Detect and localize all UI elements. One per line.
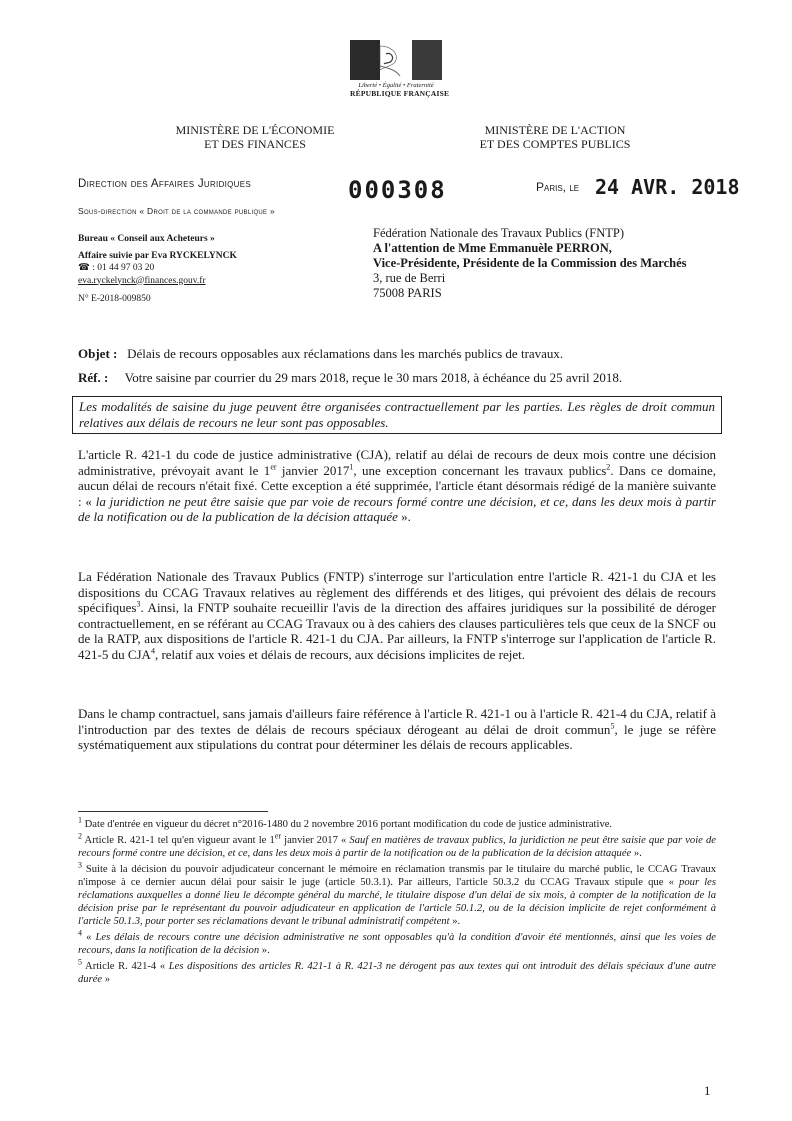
footnote-separator: [78, 811, 268, 812]
footnote-3-text-a: Suite à la décision du pouvoir adjudicateur concernant le mémoire en réclamation transmis par le titulaire du marché public, le CCAG Travaux n'impose à ce dernier aucun délai pour saisir le juge (article 50.3.1). Par ailleurs, l'article 50.3.2 du CCAG Travaux stipule que «: [78, 864, 716, 888]
p1-text-a: L'article R. 421-1 du code de justice administrative (CJA), relatif au délai de recours de deux mois contre une décision administrative, prévoyait avant le 1: [78, 447, 716, 478]
ministry-action: [455, 123, 655, 151]
paragraph-2: [78, 569, 716, 663]
date-stamp: 24 AVR. 2018: [595, 175, 740, 199]
paragraph-3: [78, 706, 716, 753]
ministry-left-line2: ET DES FINANCES: [204, 137, 306, 151]
footnote-ref-5[interactable]: 5: [610, 721, 615, 731]
recipient-role: Vice-Présidente, Présidente de la Commission des Marchés: [373, 256, 687, 270]
subject-line: [78, 346, 738, 362]
reference-line: [78, 370, 758, 386]
footnote-4-text-a: «: [82, 932, 96, 943]
footnote-2-sup-er: er: [274, 831, 281, 841]
footnote-2-quote: Sauf en matières de travaux publics, la juridiction ne peut être saisie que par voie de recours formé contre une décision, et ce, dans les deux mois à partir de la notification ou de la publication de la décision attaquée: [78, 835, 716, 859]
footnote-2: [78, 831, 716, 860]
footnote-ref-4[interactable]: 4: [150, 646, 155, 656]
p1-quote: la juridiction ne peut être saisie que par voie de recours formé contre une décision, et ce, dans les deux mois à partir de la notification ou de la publication de la décision attaquée: [78, 493, 716, 525]
footnote-5: [78, 957, 716, 986]
footnote-ref-1[interactable]: 1: [349, 462, 354, 472]
footnote-5-text-b: »: [102, 974, 111, 985]
sender-block: [78, 233, 338, 306]
footnote-2-text-b: janvier 2017 «: [281, 835, 350, 846]
p2-text-c: , relatif aux voies et délais de recours, aux décisions implicites de rejet.: [154, 646, 525, 662]
footnote-4-text-b: ».: [259, 945, 270, 956]
p2-text-a: La Fédération Nationale des Travaux Publics (FNTP) s'interroge sur l'articulation entre l'article R. 421-1 du CJA et les dispositions du CCAG Travaux relatives au règlement des différends et des litiges, qui prévoient des délais de recours spécifiques: [78, 569, 716, 616]
paragraph-1: [78, 447, 716, 525]
p1-text-e: ».: [397, 509, 411, 525]
marianne-flag-icon: [350, 40, 442, 80]
ministry-left-line1: MINISTÈRE DE L'ÉCONOMIE: [175, 123, 335, 137]
sender-phone: ☎ : 01 44 97 03 20: [78, 263, 155, 273]
recipient-block: [373, 226, 713, 301]
footnote-4: [78, 928, 717, 957]
ref-text: Votre saisine par courrier du 29 mars 2018, reçue le 30 mars 2018, à échéance du 25 avril 2018.: [124, 370, 623, 385]
footnote-5-number: 5: [78, 957, 82, 967]
subdirection-label: Sous-direction « Droit de la commande publique »: [78, 206, 276, 216]
p2-text-b: . Ainsi, la FNTP souhaite recueillir l'avis de la direction des affaires juridiques sur la possibilité de déroger contractuellement, en se référant au CCAG Travaux ou à des cahiers des clauses particulières tels que ceux de la SNCF ou de la RATP, aux dispositions de l'article R. 421-1 du CJA. Par ailleurs, la FNTP s'interroge sur l'application de l'article R. 421-5 du CJA: [78, 600, 716, 662]
footnote-ref-3[interactable]: 3: [136, 599, 141, 609]
p1-text-b: janvier 2017: [276, 462, 350, 478]
republic-name: RÉPUBLIQUE FRANÇAISE: [350, 89, 450, 98]
footnote-4-number: 4: [78, 928, 82, 938]
date-prefix: Paris, le: [536, 180, 580, 194]
ministry-right-line1: MINISTÈRE DE L'ACTION: [484, 123, 626, 137]
republic-motto: Liberté • Égalité • Fraternité: [358, 82, 434, 89]
footnote-2-number: 2: [78, 831, 82, 841]
recipient-attention: A l'attention de Mme Emmanuèle PERRON,: [373, 241, 612, 255]
p3-text-b: , le juge se réfère systématiquement aux stipulations du contrat pour déterminer les délais de recours applicables.: [78, 721, 716, 753]
objet-text: Délais de recours opposables aux réclamations dans les marchés publics de travaux.: [127, 346, 564, 361]
p3-text-a: Dans le champ contractuel, sans jamais d'ailleurs faire référence à l'article R. 421-1 ou à l'article R. 421-4 du CJA, relatif à l'introduction par des textes de délais de recours spéciaux dérogeant au délai de droit commun: [78, 706, 716, 737]
footnote-5-text-a: Article R. 421-4 «: [82, 961, 169, 972]
footnote-5-quote: Les dispositions des articles R. 421-1 à R. 421-3 ne dérogent pas aux textes qui ont introduit des délais spéciaux d'une autre durée: [78, 961, 716, 985]
footnote-3-number: 3: [78, 860, 82, 870]
footnote-ref-2[interactable]: 2: [606, 462, 611, 472]
p1-text-c: , une exception concernant les travaux publics: [353, 462, 607, 478]
sender-bureau: Bureau « Conseil aux Acheteurs »: [78, 234, 215, 244]
footnote-3-quote: pour les réclamations auxquelles a donné lieu le décompte général du marché, le titulaire dispose d'un délai de six mois, à compter de la notification de la décision prise par le représentant du pouvoir adjudicateur en application de l'article 50.1.2, ou de la décision implicite de rejet conformément à l'article 50.1.3, pour porter ses réclamations devant le tribunal administratif compétent: [78, 877, 716, 927]
footnote-1-text: Date d'entrée en vigueur du décret n°2016-1480 du 2 novembre 2016 portant modification du code de justice administrative.: [82, 819, 613, 830]
footnote-4-quote: Les délais de recours contre une décision administrative ne sont opposables qu'à la condition d'avoir été mentionnés, ainsi que les voies de recours, dans la notification de la décision: [78, 932, 717, 956]
recipient-city: 75008 PARIS: [373, 286, 442, 300]
footnote-1-number: 1: [78, 815, 82, 825]
recipient-street: 3, rue de Berri: [373, 271, 446, 285]
footnote-2-text-c: ».: [631, 848, 642, 859]
reference-number: 000308: [348, 176, 447, 204]
file-number: N° E-2018-009850: [78, 294, 151, 304]
direction-label: Direction des Affaires Juridiques: [78, 178, 252, 190]
footnote-1: [78, 815, 716, 831]
ministry-right-line2: ET DES COMPTES PUBLICS: [479, 137, 631, 151]
recipient-org: Fédération Nationale des Travaux Publics (FNTP): [373, 226, 625, 240]
ministry-economy: [155, 123, 355, 151]
sender-followed-by: Affaire suivie par Eva RYCKELYNCK: [78, 250, 237, 261]
p1-text-d: . Dans ce domaine, aucun délai de recours n'était fixé. Cette exception a été supprimée, l'article étant désormais rédigé de la manière suivante : «: [78, 462, 716, 509]
footnote-3: [78, 860, 716, 928]
page-number: 1: [704, 1083, 711, 1098]
footnotes: [78, 815, 717, 986]
republique-logo: [350, 40, 450, 98]
objet-label: Objet :: [78, 346, 118, 361]
ref-label: Réf. :: [78, 370, 109, 385]
p1-sup-er: er: [270, 462, 277, 472]
summary-box: Les modalités de saisine du juge peuvent être organisées contractuellement par les parties. Les règles de droit commun relatives aux délais de recours ne leur sont pas opposables.: [72, 396, 722, 434]
footnote-3-text-b: ».: [449, 916, 461, 927]
footnote-2-text-a: Article R. 421-1 tel qu'en vigueur avant le 1: [82, 835, 275, 846]
sender-email[interactable]: eva.ryckelynck@finances.gouv.fr: [78, 275, 206, 286]
